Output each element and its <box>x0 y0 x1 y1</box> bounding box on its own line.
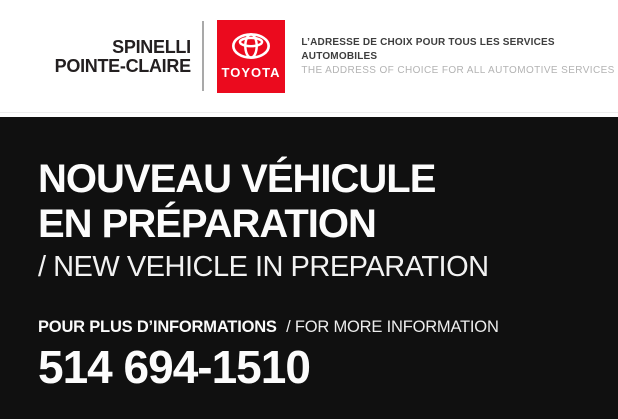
dealer-name-line1: SPINELLI <box>112 37 191 57</box>
info-label-english: / FOR MORE INFORMATION <box>286 318 499 336</box>
toyota-logo-badge <box>217 20 286 93</box>
message-panel <box>0 117 618 419</box>
tagline-english: THE ADDRESS OF CHOICE FOR ALL AUTOMOTIVE SERVICES <box>301 65 615 76</box>
main-title <box>38 117 598 247</box>
tagline-french: L’ADRESSE DE CHOIX POUR TOUS LES SERVICES AUTOMOBILES <box>301 37 555 62</box>
taglines <box>301 36 618 78</box>
dealer-name <box>0 38 191 76</box>
main-title-line2: EN PRÉPARATION <box>38 202 376 246</box>
toyota-emblem-icon <box>232 33 270 59</box>
dealer-name-line2: POINTE-CLAIRE <box>54 56 191 76</box>
main-title-line1: NOUVEAU VÉHICULE <box>38 157 436 201</box>
vertical-divider <box>202 21 204 91</box>
phone-number: 514 694-1510 <box>38 341 310 393</box>
info-line <box>38 317 598 337</box>
toyota-wordmark: TOYOTA <box>221 64 281 80</box>
subtitle-english: / NEW VEHICLE IN PREPARATION <box>38 251 489 283</box>
header <box>0 0 618 113</box>
info-label-french: POUR PLUS D’INFORMATIONS <box>38 318 277 336</box>
